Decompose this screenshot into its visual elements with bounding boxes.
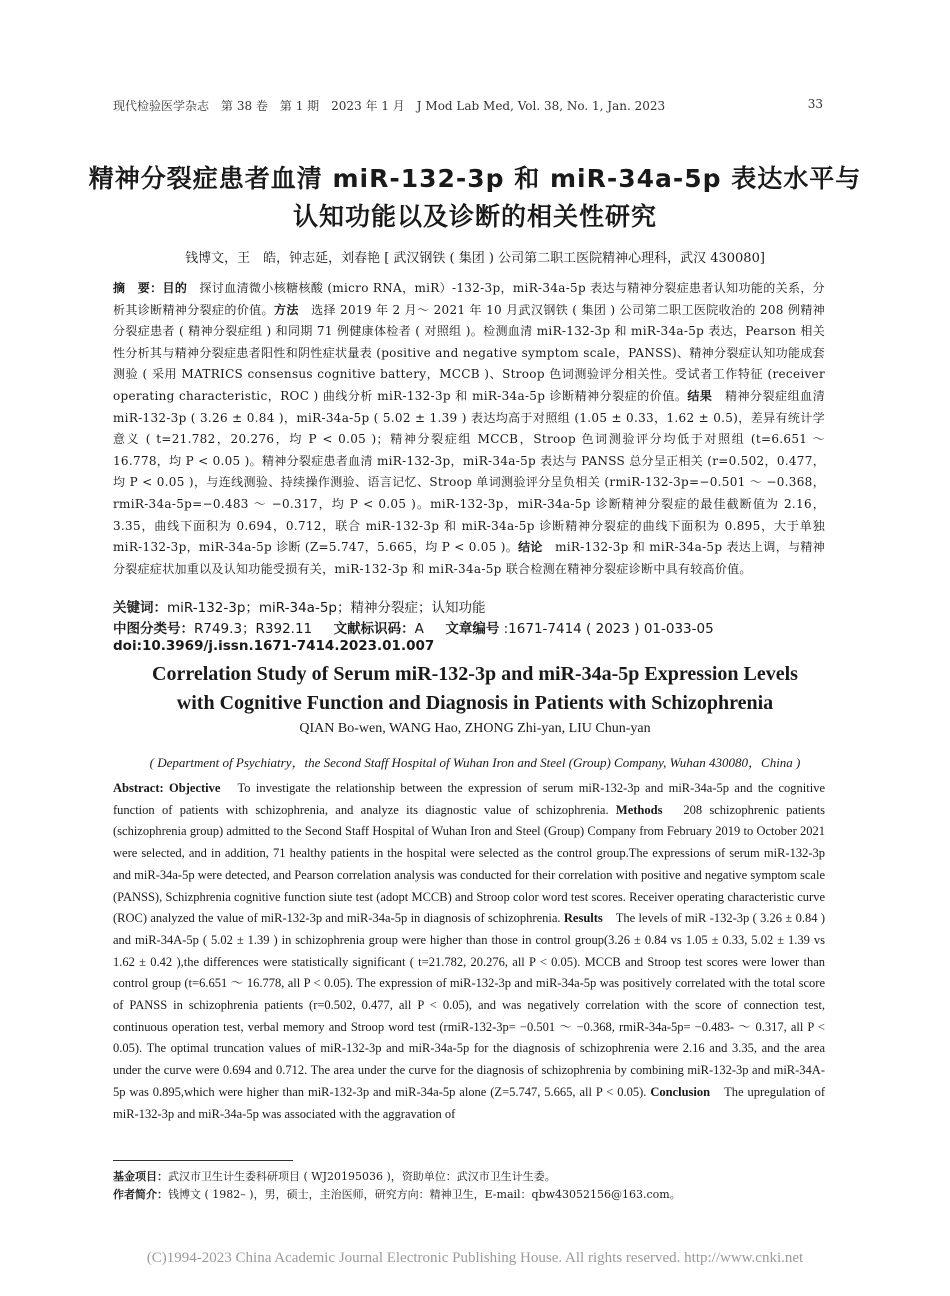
- keywords-text: miR-132-3p；miR-34a-5p；精神分裂症；认知功能: [167, 600, 486, 616]
- doi-label: doi:: [113, 638, 142, 654]
- footnote-divider: [113, 1160, 293, 1161]
- conclusion-text: miR-132-3p 和 miR-34a-5p 表达上调，与精神分裂症症状加重以及认知功能受损有关，miR-132-3p 和 miR-34a-5p 联合检测在精神分裂症诊断中具有较高价值。: [113, 540, 826, 576]
- title-en-line2: with Cognitive Function and Diagnosis in Patients with Schizophrenia: [176, 692, 774, 714]
- conclusion-label: 结论: [518, 540, 543, 555]
- en-results-text: The levels of miR -132-3p ( 3.26 ± 0.84 ) and miR-34A-5p ( 5.02 ± 1.39 ) in schizophrenia group were higher than those in control group(3.26 ± 0.84 vs 1.05 ± 0.33, 5.02 ± 1.39 vs 1.62 ± 0.42 ),the differences were statistically significant ( t=21.782, 20.276, all P < 0.05). MCCB and Stroop test scores were lower than control group (t=6.651 ～ 16.778, all P < 0.05). The expression of miR-132-3p and miR-34a-5p was positively correlated with the total score of PANSS in schizophrenia patients (r=0.502, 0.477, all P < 0.05), and was negatively correlation with the score of connection test, continuous operation test, verbal memory and Stroop word test (rmiR-132-3p= −0.501 ～ −0.368, rmiR-34a-5p= −0.483- ～ 0.317, all P < 0.05). The optimal truncation values of miR-132-3p and miR-34a-5p for the diagnosis of schizophrenia were 2.16 and 3.35, and the area under the curve were 0.694 and 0.712. The area under the curve for the diagnosis of schizophrenia by combining miR-132-3p and miR-34A-5p was 0.895,which were higher than miR-132-3p and miR-34a-5p alone (Z=5.747, 5.665, all P < 0.05).: [113, 911, 825, 1099]
- doc-code-value: A: [414, 621, 424, 637]
- doi-value[interactable]: 10.3969/j.issn.1671-7414.2023.01.007: [141, 638, 435, 654]
- objective-label: 目的: [162, 281, 188, 295]
- article-no-value: :1671-7414 ( 2023 ) 01-033-05: [499, 621, 714, 637]
- title-en-line1: Correlation Study of Serum miR-132-3p and miR-34a-5p Expression Levels: [152, 663, 798, 685]
- copyright-watermark: (C)1994-2023 China Academic Journal Electronic Publishing House. All rights reserved. http://www.cnki.net: [146, 1250, 804, 1266]
- en-conclusion-label: Conclusion: [650, 1084, 711, 1099]
- keywords-label: 关键词：: [113, 600, 167, 616]
- abstract-english: [113, 778, 825, 1125]
- methods-label: 方法: [273, 302, 299, 317]
- results-text: 精神分裂症组血清 miR-132-3p ( 3.26 ± 0.84 )，miR-34a-5p ( 5.02 ± 1.39 ) 表达均高于对照组 (1.05 ± 0.33，1.62 ± 0.5)，差异有统计学意义 ( t=21.782，20.276，均 P < 0.05 )；精神分裂症组 MCCB，Stroop 色词测验评分均低于对照组 (t=6.651 ～ 16.778，均 P < 0.05 )。精神分裂症患者血清 miR-132-3p，miR-34a-5p 表达与 PANSS 总分呈正相关 (r=0.502，0.477，均 P < 0.05 )，与连线测验、持续操作测验、语言记忆、Stroop 单词测验评分呈负相关 (rmiR-132-3p=−0.501 ～ −0.368，rmiR-34a-5p=−0.483 ～ −0.317，均 P < 0.05 )。miR-132-3p，miR-34a-5p 诊断精神分裂症的最佳截断值为 2.16，3.35，曲线下面积为 0.694，0.712，联合 miR-132-3p 和 miR-34a-5p 诊断精神分裂症的曲线下面积为 0.895，大于单独 miR-132-3p，miR-34a-5p 诊断 (Z=5.747，5.665，均 P < 0.05 )。: [113, 388, 825, 555]
- journal-info: 现代检验医学杂志 第 38 卷 第 1 期 2023 年 1 月 J Mod Lab Med, Vol. 38, No. 1, Jan. 2023: [113, 99, 666, 113]
- clc-value: R749.3；R392.11: [194, 621, 313, 637]
- running-header: [113, 97, 823, 114]
- en-methods-text: 208 schizophrenic patients (schizophrenia group) admitted to the Second Staff Hospital of Wuhan Iron and Steel (Group) Company from February 2019 to October 2021 were selected, and in addition, 71 healthy patients in the hospital were selected as the control group.The expressions of serum miR-132-3p and miR-34a-5p were detected, and Pearson correlation analysis was conducted for their correlation with positive and negative symptom scale (PANSS), Schizphrenia cognitive function siute test (adopt MCCB) and Stroop color word test scores. Receiver operating characteristic curve (ROC) analyzed the value of miR-132-3p and miR-34a-5p in diagnosis of schizophrenia.: [113, 802, 826, 926]
- keywords-line: [113, 596, 825, 616]
- doi-line: [113, 638, 825, 654]
- title-cn-line2: 认知功能以及诊断的相关性研究: [292, 202, 657, 231]
- author-bio-text: 钱博文 ( 1982– )，男，硕士，主治医师，研究方向：精神卫生，E-mail：qbw43052156@163.com。: [168, 1188, 681, 1201]
- clc-label: 中图分类号：: [113, 621, 194, 637]
- authors-english: QIAN Bo-wen, WANG Hao, ZHONG Zhi-yan, LIU Chun-yan: [299, 721, 651, 736]
- article-no-label: 文章编号: [445, 621, 500, 637]
- title-english: [0, 660, 950, 718]
- abstract-chinese: [113, 278, 825, 580]
- methods-text: 选择 2019 年 2 月～ 2021 年 10 月武汉钢铁 ( 集团 ) 公司第二职工医院收治的 208 例精神分裂症患者 ( 精神分裂症组 ) 和同期 71 例健康体检者 ( 对照组 )。检测血清 miR-132-3p 和 miR-34a-5p 表达，Pearson 相关性分析其与精神分裂症患者阳性和阴性症状量表 (positive and negative symptom scale，PANSS)、精神分裂症认知功能成套测验 ( 采用 MATRICS consensus cognitive battery，MCCB )、Stroop 色词测验评分相关性。受试者工作特征 (receiver operating characteristic，ROC ) 曲线分析 miR-132-3p 和 miR-34a-5p 诊断精神分裂症的价值。: [113, 302, 825, 403]
- footnote-author: [113, 1186, 825, 1202]
- en-results-label: Results: [563, 911, 603, 926]
- affiliation-english: ( Department of Psychiatry，the Second Staff Hospital of Wuhan Iron and Steel (Group) Company, Wuhan 430080，China ): [149, 755, 801, 770]
- results-label: 结果: [687, 388, 713, 403]
- fund-label: 基金项目：: [113, 1170, 168, 1183]
- fund-text: 武汉市卫生计生委科研项目 ( WJ20195036 )，资助单位：武汉市卫生计生委。: [168, 1170, 556, 1183]
- doc-code-label: 文献标识码：: [333, 621, 415, 637]
- en-conclusion-text: The upregulation of miR-132-3p and miR-34a-5p was associated with the aggravation of: [113, 1084, 825, 1121]
- title-cn-line1: 精神分裂症患者血清 miR-132-3p 和 miR-34a-5p 表达水平与: [88, 164, 862, 193]
- abstract-label: 摘 要：: [113, 281, 163, 295]
- page-number: 33: [807, 97, 823, 111]
- classification-line: [113, 617, 825, 637]
- en-objective-label: Abstract: Objective: [113, 781, 221, 795]
- author-bio-label: 作者简介：: [113, 1188, 168, 1201]
- objective-text: 探讨血清微小核糖核酸 (micro RNA，miR）-132-3p，miR-34a-5p 表达与精神分裂症患者认知功能的关系，分析其诊断精神分裂症的价值。: [113, 281, 825, 317]
- footnote-fund: [113, 1168, 825, 1184]
- en-objective-text: To investigate the relationship between the expression of serum miR-132-3p and miR-34a-5p and the cognitive function of patients with schizophrenia, and analyze its diagnostic value of schizophrenia.: [113, 781, 826, 817]
- en-methods-label: Methods: [615, 802, 663, 817]
- authors-chinese: 钱博文，王 皓，钟志延，刘春艳 [ 武汉钢铁 ( 集团 ) 公司第二职工医院精神心理科，武汉 430080]: [185, 251, 765, 266]
- title-chinese: [0, 160, 950, 236]
